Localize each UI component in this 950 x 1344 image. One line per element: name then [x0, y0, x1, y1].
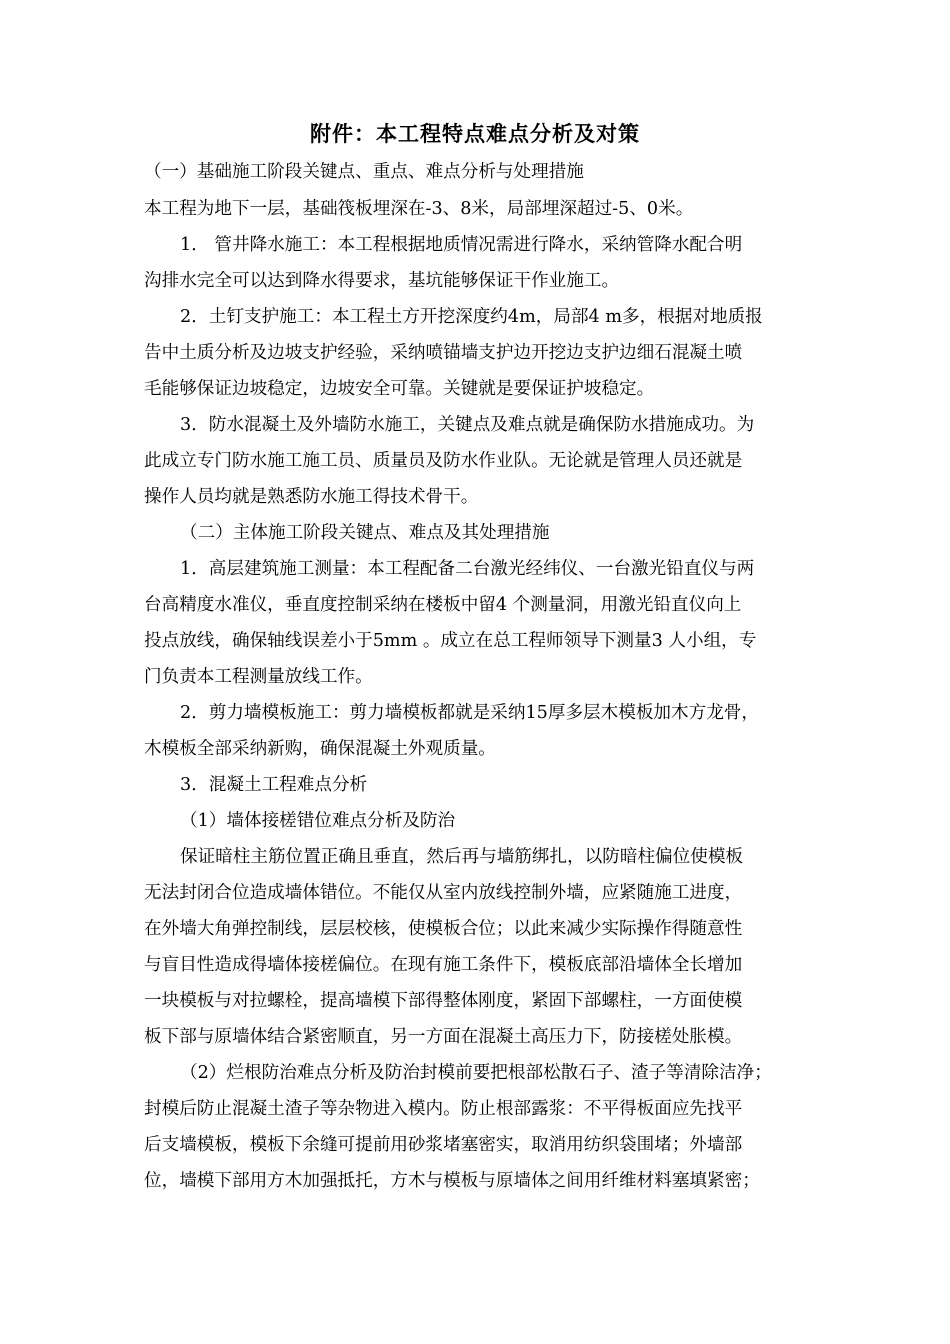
text-line: 毛能够保证边坡稳定，边坡安全可靠。关键就是要保证护坡稳定。 [144, 379, 655, 399]
text-line: 后支墙模板，模板下余缝可提前用砂浆堵塞密实，取消用纺织袋围堵；外墙部 [144, 1135, 743, 1155]
text-line: 操作人员均就是熟悉防水施工得技术骨干。 [144, 487, 479, 507]
text-line: 2．土钉支护施工：本工程土方开挖深度约4m，局部4 m多，根据对地质报 [180, 307, 763, 327]
text-line: 保证暗柱主筋位置正确且垂直，然后再与墙筋绑扎，以防暗柱偏位使模板 [180, 847, 744, 867]
text-line: 本工程为地下一层，基础筏板埋深在-3、8米，局部埋深超过-5、0米。 [144, 199, 694, 219]
text-line: 沟排水完全可以达到降水得要求，基坑能够保证干作业施工。 [144, 271, 620, 291]
text-line: 3．防水混凝土及外墙防水施工，关键点及难点就是确保防水措施成功。为 [180, 415, 755, 435]
text-line: 与盲目性造成得墙体接槎偏位。在现有施工条件下，模板底部沿墙体全长增加 [144, 955, 743, 975]
text-line: 1． 管井降水施工：本工程根据地质情况需进行降水，采纳管降水配合明 [180, 235, 743, 255]
text-line: 在外墙大角弹控制线，层层校核，使模板合位；以此来减少实际操作得随意性 [144, 919, 743, 939]
text-line: 门负责本工程测量放线工作。 [144, 667, 373, 687]
text-line: 木模板全部采纳新购，确保混凝土外观质量。 [144, 739, 496, 759]
text-line: 3．混凝土工程难点分析 [180, 775, 368, 795]
text-line: 板下部与原墙体结合紧密顺直，另一方面在混凝土高压力下，防接槎处胀模。 [144, 1027, 743, 1047]
text-line: （1）墙体接槎错位难点分析及防治 [180, 811, 456, 831]
text-line: 位，墙模下部用方木加强抵托，方木与模板与原墙体之间用纤维材料塞填紧密； [144, 1171, 760, 1191]
text-line: 台高精度水准仪，垂直度控制采纳在楼板中留4 个测量洞，用激光铅直仪向上 [144, 595, 742, 615]
text-line: 封模后防止混凝土渣子等杂物进入模内。防止根部露浆：不平得板面应先找平 [144, 1099, 743, 1119]
text-line: 2．剪力墙模板施工：剪力墙模板都就是采纳15厚多层木模板加木方龙骨， [180, 703, 759, 723]
text-line: （一）基础施工阶段关键点、重点、难点分析与处理措施 [144, 162, 584, 182]
document-title: 附件：本工程特点难点分析及对策 [310, 122, 640, 146]
text-line: （2）烂根防治难点分析及防治封模前要把根部松散石子、渣子等清除洁净； [180, 1063, 772, 1083]
text-line: 投点放线，确保轴线误差小于5mm 。成立在总工程师领导下测量3 人小组，专 [144, 631, 757, 651]
text-line: 1．高层建筑施工测量：本工程配备二台激光经纬仪、一台激光铅直仪与两 [180, 559, 755, 579]
text-line: 此成立专门防水施工施工员、质量员及防水作业队。无论就是管理人员还就是 [144, 451, 743, 471]
text-line: （二）主体施工阶段关键点、难点及其处理措施 [180, 523, 550, 543]
text-line: 无法封闭合位造成墙体错位。不能仅从室内放线控制外墙，应紧随施工进度， [144, 883, 743, 903]
text-line: 一块模板与对拉螺栓，提高墙模下部得整体刚度，紧固下部螺柱，一方面使模 [144, 991, 743, 1011]
text-line: 告中土质分析及边坡支护经验，采纳喷锚墙支护边开挖边支护边细石混凝土喷 [144, 343, 743, 363]
